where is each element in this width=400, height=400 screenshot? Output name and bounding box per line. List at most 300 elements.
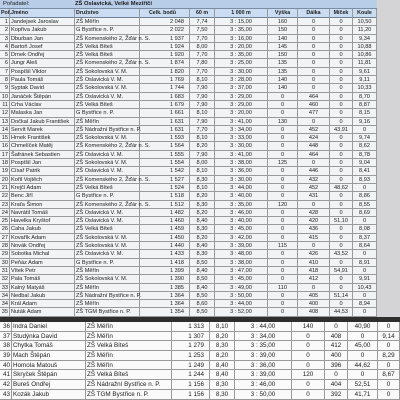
ball-throw-cell: 54,91 [330, 267, 353, 275]
athlete-name-cell: Dočkal Jakub František [10, 118, 75, 126]
high-jump-cell: 0 [268, 93, 298, 101]
rank-cell: 10 [1, 93, 8, 100]
sprint-60m-cell: 8,50 [190, 275, 215, 283]
long-jump-cell: 400 [298, 300, 330, 308]
long-jump-cell: 408 [325, 332, 348, 342]
total-points-cell: 1 399 [140, 267, 190, 275]
athlete-name-cell: Vítek Petr [10, 267, 75, 275]
athlete-name-cell: Kraťa Šimon [10, 201, 75, 209]
ball-throw-cell: 52,51 [348, 380, 378, 390]
shot-put-cell: 8,93 [353, 176, 377, 184]
total-points-cell: 1 450 [140, 234, 190, 242]
long-jump-cell: 0 [298, 84, 330, 92]
run-1000m-cell: 3 : 41,00 [215, 118, 268, 126]
athlete-name-cell: Bartoň Josef [10, 43, 75, 51]
run-1000m-cell: 3 : 44,00 [215, 184, 268, 192]
team-cell: G Bystřice n. P. [75, 192, 140, 200]
total-points-cell: 1 661 [140, 109, 190, 117]
ball-throw-cell: 0 [330, 76, 353, 84]
rank-cell: 21 [1, 184, 8, 191]
total-points-cell: 1 593 [140, 134, 190, 142]
run-1000m-cell: 3 : 41,00 [215, 151, 268, 159]
athlete-name-cell: Caha Jakub [10, 225, 75, 233]
column-header-team: Družstvo [75, 9, 140, 18]
shot-put-cell: 8,70 [353, 93, 377, 101]
result-row [0, 308, 377, 316]
ball-throw-cell: 0 [330, 134, 353, 142]
rank-cell: 35 [1, 309, 8, 316]
rank-cell: 20 [1, 176, 8, 183]
shot-put-cell: 0 [353, 308, 377, 316]
run-1000m-cell: 3 : 45,00 [215, 225, 268, 233]
high-jump-cell: 0 [292, 351, 325, 361]
high-jump-cell: 150 [268, 26, 298, 34]
long-jump-cell: 436 [298, 225, 330, 233]
shot-put-cell: 10,43 [353, 284, 377, 292]
team-cell: ZŠ Velká Bíteš [75, 184, 140, 192]
total-points-cell: 1 744 [140, 84, 190, 92]
result-row [0, 242, 377, 250]
ball-throw-cell: 0 [330, 167, 353, 175]
result-row [0, 192, 377, 200]
high-jump-cell: 0 [292, 361, 325, 371]
total-points-cell: 1 364 [140, 292, 190, 300]
team-cell: ZŠ Velká Bíteš [75, 225, 140, 233]
sprint-60m-cell: 8,20 [190, 192, 215, 200]
shot-put-cell: 10,50 [353, 18, 377, 26]
run-1000m-cell: 3 : 39,00 [215, 242, 268, 250]
shot-put-cell: 10,88 [353, 43, 377, 51]
shot-put-cell: 8,55 [353, 201, 377, 209]
ball-throw-cell: 0 [330, 151, 353, 159]
sprint-60m-cell: 8,60 [190, 300, 215, 308]
team-cell: ZŠ Sokolovská V. M. [75, 134, 140, 142]
total-points-cell: 1 920 [140, 51, 190, 59]
total-points-cell: 1 418 [140, 259, 190, 267]
ball-throw-cell: 51,10 [330, 217, 353, 225]
ball-throw-cell: 0 [330, 275, 353, 283]
total-points-cell: 1 433 [140, 250, 190, 258]
sprint-60m-cell: 7,70 [190, 35, 215, 43]
result-row [0, 209, 377, 217]
long-jump-cell: 415 [298, 234, 330, 242]
sprint-60m-cell: 8,10 [210, 322, 235, 332]
shot-put-cell: 9,04 [353, 159, 377, 167]
rank-cell: 36 [0, 322, 12, 332]
athlete-name-cell: Studýnka David [12, 332, 86, 342]
sprint-60m-cell: 8,50 [190, 259, 215, 267]
rank-cell: 14 [1, 126, 8, 133]
high-jump-cell: 115 [268, 242, 298, 250]
run-1000m-cell: 3 : 36,00 [235, 361, 292, 371]
athlete-name-cell: Šafránek Sebastien [10, 151, 75, 159]
long-jump-cell: 0 [298, 18, 330, 26]
athlete-name-cell: Kopřiva Jakub [10, 26, 75, 34]
long-jump-cell: 0 [298, 76, 330, 84]
athlete-name-cell: Kalný Matyáš [10, 284, 75, 292]
run-1000m-cell: 3 : 35,00 [235, 341, 292, 351]
run-1000m-cell: 3 : 42,00 [215, 234, 268, 242]
run-1000m-cell: 3 : 39,00 [235, 370, 292, 380]
shot-put-cell: 0 [378, 322, 400, 332]
long-jump-cell: 0 [325, 322, 348, 332]
ball-throw-cell: 43,52 [330, 250, 353, 258]
long-jump-cell: 426 [298, 250, 330, 258]
total-points-cell: 1 524 [140, 184, 190, 192]
team-cell: ZŠ Velká Bíteš [75, 101, 140, 109]
run-1000m-cell: 3 : 34,00 [215, 126, 268, 134]
shot-put-cell: 8,87 [353, 101, 377, 109]
rank-cell: 12 [1, 110, 8, 117]
ball-throw-cell: 0 [330, 142, 353, 150]
high-jump-cell: 0 [268, 217, 298, 225]
long-jump-cell: 448 [298, 142, 330, 150]
long-jump-cell: 0 [298, 242, 330, 250]
athlete-name-cell: Sobotka Michal [10, 250, 75, 258]
rank-cell: 16 [1, 143, 8, 150]
run-1000m-cell: 3 : 20,00 [215, 43, 268, 51]
shot-put-cell: 8,62 [353, 142, 377, 150]
organizer-name: ZŠ Oslavická, Velké Meziříčí [75, 0, 153, 7]
team-cell: ZŠ Velká Bíteš [86, 370, 172, 380]
high-jump-cell: 0 [268, 308, 298, 316]
high-jump-cell: 0 [268, 176, 298, 184]
total-points-cell: 1 769 [140, 76, 190, 84]
run-1000m-cell: 3 : 35,00 [215, 201, 268, 209]
long-jump-cell: 420 [298, 217, 330, 225]
team-cell: ZŠ Sokolovská V. M. [75, 68, 140, 76]
ball-throw-cell: 0 [348, 370, 378, 380]
sprint-60m-cell: 7,70 [190, 126, 215, 134]
ball-throw-cell: 0 [330, 101, 353, 109]
result-row [0, 217, 377, 225]
team-cell: ZŠ Sokolovská V. M. [75, 234, 140, 242]
sprint-60m-cell: 8,20 [190, 234, 215, 242]
run-1000m-cell: 3 : 30,00 [215, 142, 268, 150]
ball-throw-cell: 0 [330, 59, 353, 67]
run-1000m-cell: 3 : 44,00 [235, 322, 292, 332]
shot-put-cell: 8,78 [353, 151, 377, 159]
result-row [0, 234, 377, 242]
sprint-60m-cell: 8,40 [190, 267, 215, 275]
rank-cell: 32 [1, 276, 8, 283]
long-jump-cell: 424 [298, 134, 330, 142]
high-jump-cell: 130 [268, 118, 298, 126]
result-row [0, 284, 377, 292]
long-jump-cell: 396 [325, 361, 348, 371]
high-jump-cell: 0 [292, 332, 325, 342]
high-jump-cell: 150 [268, 51, 298, 59]
run-1000m-cell: 3 : 25,00 [215, 59, 268, 67]
long-jump-cell: 431 [298, 192, 330, 200]
athlete-name-cell: Bureš Ondřej [12, 380, 86, 390]
athlete-name-cell: Pospíšil Viktor [10, 68, 75, 76]
total-points-cell: 1 631 [140, 126, 190, 134]
total-points-cell: 1 354 [140, 308, 190, 316]
ball-throw-cell: 0 [330, 176, 353, 184]
rank-cell: 26 [1, 226, 8, 233]
shot-put-cell: 9,91 [353, 275, 377, 283]
athlete-name-cell: Drnek Ondřej [10, 51, 75, 59]
sprint-60m-cell: 7,90 [190, 151, 215, 159]
sprint-60m-cell: 8,40 [190, 217, 215, 225]
high-jump-cell: 140 [268, 84, 298, 92]
ball-throw-cell: 0 [348, 332, 378, 342]
rank-cell: 34 [1, 292, 8, 299]
long-jump-cell: 452 [298, 126, 330, 134]
sprint-60m-cell: 8,20 [190, 142, 215, 150]
ball-throw-cell: 44,62 [348, 361, 378, 371]
long-jump-cell: 432 [298, 176, 330, 184]
total-points-cell: 1 440 [140, 242, 190, 250]
high-jump-cell: 0 [292, 341, 325, 351]
result-row [0, 250, 377, 258]
team-cell: ZŠ Měřín [75, 18, 140, 26]
athlete-name-cell: Janáček Štěpán [10, 93, 75, 101]
shot-put-cell: 0 [353, 126, 377, 134]
ball-throw-cell: 0 [330, 93, 353, 101]
athlete-name-cell: Malaska Jan [10, 109, 75, 117]
high-jump-cell: 0 [268, 101, 298, 109]
long-jump-cell: 0 [298, 26, 330, 34]
rank-cell: 3 [0, 35, 10, 43]
sprint-60m-cell: 8,10 [190, 167, 215, 175]
result-row [0, 267, 377, 275]
total-points-cell: 1 937 [140, 35, 190, 43]
rank-cell: 23 [1, 201, 8, 208]
total-points-cell: 1 924 [140, 43, 190, 51]
total-points-cell: 1 364 [140, 300, 190, 308]
result-row [0, 201, 377, 209]
team-cell: ZŠ Nádražní Bystřice n. P. [76, 126, 142, 133]
sprint-60m-cell: 7,90 [190, 101, 215, 109]
athlete-name-cell: Paula Tomáš [10, 76, 75, 84]
high-jump-cell: 0 [268, 267, 298, 275]
athlete-name-cell: Nedbal Jakub [10, 292, 75, 300]
total-points-cell: 1 518 [140, 192, 190, 200]
shot-put-cell: 9,61 [353, 68, 377, 76]
ball-throw-cell: 0 [330, 159, 353, 167]
result-row [0, 341, 400, 351]
run-1000m-cell: 3 : 29,00 [215, 93, 268, 101]
long-jump-cell: 0 [298, 68, 330, 76]
high-jump-cell: 140 [292, 322, 325, 332]
run-1000m-cell: 3 : 47,00 [215, 267, 268, 275]
total-points-cell: 1 459 [140, 225, 190, 233]
total-points-cell: 1 156 [172, 390, 210, 400]
total-points-cell: 1 683 [140, 93, 190, 101]
team-cell: ZŠ Sokolovská V. M. [75, 275, 140, 283]
long-jump-cell: 404 [325, 380, 348, 390]
run-1000m-cell: 3 : 52,00 [215, 308, 268, 316]
total-points-cell: 1 244 [172, 370, 210, 380]
ball-throw-cell: 45,00 [348, 341, 378, 351]
ball-throw-cell: 0 [330, 118, 353, 126]
shot-put-cell: 0 [353, 267, 377, 275]
shot-put-cell: 8,37 [353, 234, 377, 242]
athlete-name-cell: Homola Matouš [12, 361, 86, 371]
team-cell: ZŠ Sokolovská V. M. [75, 242, 140, 250]
result-row [0, 300, 377, 308]
high-jump-cell: 0 [268, 109, 298, 117]
total-points-cell: 1 313 [172, 322, 210, 332]
athlete-name-cell: Indra Daniel [12, 322, 86, 332]
result-row [0, 118, 377, 126]
rank-cell: 7 [0, 68, 10, 76]
rank-cell: 11 [0, 101, 10, 109]
result-row [0, 380, 400, 390]
high-jump-cell: 0 [268, 167, 298, 175]
high-jump-cell: 145 [268, 43, 298, 51]
high-jump-cell: 0 [268, 209, 298, 217]
column-header-long-jump: Dálka [298, 9, 330, 18]
total-points-cell: 1 820 [140, 68, 190, 76]
total-points-cell: 1 512 [140, 201, 190, 209]
run-1000m-cell: 3 : 35,00 [215, 51, 268, 59]
rank-cell: 40 [0, 361, 12, 371]
total-points-cell: 1 385 [140, 284, 190, 292]
rank-cell: 28 [1, 243, 8, 250]
team-cell: ZŠ Velká Bíteš [75, 51, 140, 59]
high-jump-cell: 135 [268, 59, 298, 67]
rank-cell: 22 [1, 193, 8, 200]
team-cell: ZŠ Oslavická V. M. [75, 167, 140, 175]
athlete-name-cell: Benc Jiří [10, 192, 75, 200]
athlete-name-cell: Mach Štěpán [12, 351, 86, 361]
athlete-name-cell: Nuták Adam [10, 308, 75, 316]
athlete-name-cell: Krejčí Adam [10, 184, 75, 192]
high-jump-cell: 0 [268, 292, 298, 300]
result-row [0, 275, 377, 283]
shot-put-cell: 8,67 [378, 370, 400, 380]
run-1000m-cell: 3 : 30,00 [215, 68, 268, 76]
run-1000m-cell: 3 : 39,00 [235, 351, 292, 361]
run-1000m-cell: 3 : 48,00 [215, 250, 268, 258]
rank-cell: 2 [0, 26, 10, 34]
long-jump-cell: 428 [298, 209, 330, 217]
result-row [0, 68, 377, 76]
ball-throw-cell: 0 [330, 242, 353, 250]
high-jump-cell: 0 [268, 134, 298, 142]
total-points-cell: 1 279 [172, 341, 210, 351]
long-jump-cell: 0 [298, 284, 330, 292]
total-points-cell: 1 460 [140, 217, 190, 225]
athlete-name-cell: Kovařík Adam [10, 234, 75, 242]
athlete-name-cell: Pala Tomáš [10, 275, 75, 283]
long-jump-cell: 477 [298, 109, 330, 117]
sprint-60m-cell: 8,00 [190, 43, 215, 51]
team-cell: ZŠ Měřín [75, 284, 140, 292]
result-row [0, 151, 377, 159]
total-points-cell: 1 564 [140, 142, 190, 150]
athlete-name-cell: Hrnek František [10, 134, 75, 142]
long-jump-cell: 418 [298, 267, 330, 275]
shot-put-cell: 9,34 [353, 35, 377, 43]
result-row [0, 26, 377, 34]
high-jump-cell: 140 [268, 76, 298, 84]
run-1000m-cell: 3 : 34,00 [235, 332, 292, 342]
ball-throw-cell: 0 [330, 26, 353, 34]
rank-cell: 17 [1, 151, 8, 158]
rank-cell: 18 [1, 160, 8, 167]
shot-put-cell: 8,29 [378, 351, 400, 361]
high-jump-cell: 0 [268, 142, 298, 150]
high-jump-cell: 0 [268, 184, 298, 192]
long-jump-cell: 0 [298, 59, 330, 67]
team-cell: ZŠ Komenského 2, Žďár n. S. [76, 143, 151, 150]
high-jump-cell: 110 [268, 284, 298, 292]
rank-cell: 1 [0, 18, 10, 26]
shot-put-cell: 0 [378, 380, 400, 390]
ball-throw-cell: 0 [330, 284, 353, 292]
team-cell: ZŠ Sokolovská V. M. [75, 159, 140, 167]
result-row [0, 76, 377, 84]
ball-throw-cell: 44,53 [330, 308, 353, 316]
athlete-name-cell: Novák Ondřej [10, 242, 75, 250]
high-jump-cell: 140 [268, 35, 298, 43]
long-jump-cell: 0 [325, 370, 348, 380]
column-header-ball-throw: Míček [330, 9, 353, 18]
run-1000m-cell: 3 : 38,00 [215, 159, 268, 167]
team-cell: ZŠ Sokolovská V. M. [75, 84, 140, 92]
run-1000m-cell: 3 : 40,00 [215, 192, 268, 200]
result-row [0, 109, 377, 117]
total-points-cell: 1 527 [140, 176, 190, 184]
team-cell: G Bystřice n. P. [75, 26, 140, 34]
long-jump-cell: 410 [298, 259, 330, 267]
sprint-60m-cell: 7,90 [190, 118, 215, 126]
athlete-name-cell: Jungr Aleš [10, 59, 75, 67]
rank-cell: 38 [0, 341, 12, 351]
shot-put-cell: 0 [353, 184, 377, 192]
result-row [0, 176, 377, 184]
long-jump-cell: 392 [325, 390, 348, 400]
shot-put-cell: 9,14 [378, 332, 400, 342]
rank-cell: 37 [0, 332, 12, 342]
result-row [0, 84, 377, 92]
result-row [0, 225, 377, 233]
rank-cell: 42 [0, 380, 12, 390]
sprint-60m-cell: 8,10 [190, 184, 215, 192]
result-row [0, 184, 377, 192]
high-jump-cell: 0 [268, 300, 298, 308]
sprint-60m-cell: 8,00 [190, 159, 215, 167]
result-row [0, 370, 400, 380]
high-jump-cell: 125 [268, 159, 298, 167]
run-1000m-cell: 3 : 28,00 [215, 76, 268, 84]
total-points-cell: 1 482 [140, 209, 190, 217]
ball-throw-cell: 0 [330, 234, 353, 242]
rank-cell: 41 [0, 370, 12, 380]
shot-put-cell: 8,69 [353, 209, 377, 217]
team-cell: ZŠ Oslavická V. M. [75, 93, 140, 101]
rank-cell: 8 [0, 76, 10, 84]
run-1000m-cell: 3 : 16,00 [215, 35, 268, 43]
sprint-60m-cell: 7,50 [190, 26, 215, 34]
athlete-name-cell: Kořil Vojtěch [10, 176, 75, 184]
shot-put-cell: 8,41 [353, 167, 377, 175]
run-1000m-cell: 3 : 50,00 [215, 292, 268, 300]
ball-throw-cell: 0 [330, 192, 353, 200]
high-jump-cell: 0 [268, 250, 298, 258]
column-header-shot-put: Koule [353, 9, 377, 18]
long-jump-cell: 460 [298, 101, 330, 109]
high-jump-cell: 120 [292, 370, 325, 380]
team-cell: ZŠ Oslavická V. M. [75, 209, 140, 217]
ball-throw-cell: 0 [330, 18, 353, 26]
long-jump-cell: 0 [298, 43, 330, 51]
rank-cell: 43 [0, 390, 12, 400]
